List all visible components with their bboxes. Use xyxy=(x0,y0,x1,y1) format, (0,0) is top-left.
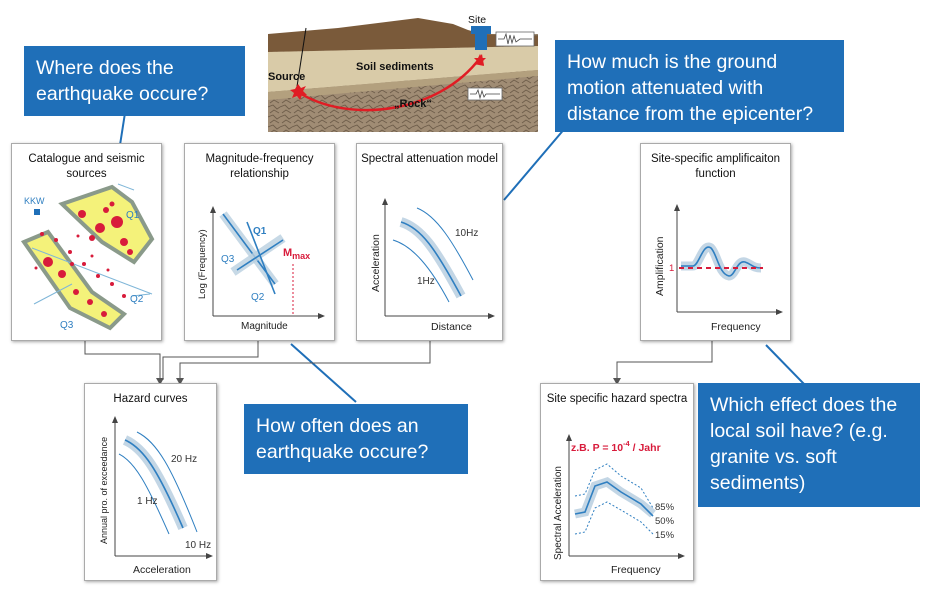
panel-catalogue xyxy=(11,143,162,341)
att-10hz-label: 10Hz xyxy=(455,228,479,239)
panel-catalogue-title: Catalogue and seismic sources xyxy=(28,153,145,180)
site-label: Site xyxy=(468,14,487,26)
hazard-chart xyxy=(85,384,218,582)
hazard-upper xyxy=(137,432,197,532)
q1-label: Q1 xyxy=(126,210,140,221)
callout-how-often: How often does an earthquake occure? xyxy=(244,404,468,474)
att-1hz-label: 1Hz xyxy=(417,276,435,287)
magfreq-chart xyxy=(185,144,336,342)
mf-q2-label: Q2 xyxy=(251,292,265,303)
spectra-chart xyxy=(541,384,695,582)
panel-sitefun-title: Site-specific amplificaiton function xyxy=(650,153,781,180)
amp-one-label: 1 xyxy=(669,263,675,274)
callout-attenuation: How much is the ground motion attenuated with distance from the epicenter? xyxy=(555,40,844,132)
mf-q1-label: Q1 xyxy=(253,226,267,237)
p15-label: 15% xyxy=(655,530,675,541)
panel-spectral-title: Spectral attenuation model xyxy=(361,153,498,165)
soil-label: Soil sediments xyxy=(356,61,434,73)
hazard-20hz-label: 20 Hz xyxy=(171,454,198,465)
hazard-ylabel: Annual pro. of exceedance xyxy=(99,436,109,544)
mf-ylabel: Log (Frequency) xyxy=(197,229,208,299)
p50-label: 50% xyxy=(655,516,675,527)
source-label: Source xyxy=(268,71,306,83)
kkw-marker xyxy=(34,209,40,215)
panel-site-amplification xyxy=(640,143,791,341)
callout-where-earthquake: Where does the earthquake occure? xyxy=(24,46,245,116)
mf-xlabel: Magnitude xyxy=(241,321,288,332)
q2-label: Q2 xyxy=(130,294,144,305)
hazard-lower xyxy=(119,454,169,534)
panel-magfreq-title: Magnitude-frequency relationship xyxy=(205,153,314,180)
amp-ylabel: Amplification xyxy=(654,236,666,296)
p85-label: 85% xyxy=(655,502,675,513)
panel-spectral-attenuation xyxy=(356,143,503,341)
att-xlabel: Distance xyxy=(431,321,472,333)
amp-xlabel: Frequency xyxy=(711,321,761,333)
mf-q3-label: Q3 xyxy=(221,254,235,265)
source-zone-q1 xyxy=(62,187,152,262)
rock-label: „Rock“ xyxy=(394,98,432,110)
mmax-label: $M_{max}$ xyxy=(283,247,311,261)
att-ylabel: Acceleration xyxy=(370,234,382,292)
curve-1hz xyxy=(393,240,449,302)
panel-hazard-curves xyxy=(84,383,217,581)
panel-hazard-spectra xyxy=(540,383,694,581)
spectra-annotation: z.B. $P = 10^{-4}$ / Jahr xyxy=(571,439,661,454)
panel-magnitude-frequency xyxy=(184,143,335,341)
kkw-label: KKW xyxy=(24,196,45,206)
hazard-1hz-label: 1 Hz xyxy=(137,496,158,507)
spectra-xlabel: Frequency xyxy=(611,564,661,576)
hazard-10hz-label: 10 Hz xyxy=(185,540,212,551)
panel-spectra-title: Site specific hazard spectra xyxy=(546,393,688,405)
q3-label: Q3 xyxy=(60,320,74,331)
catalogue-map xyxy=(12,144,163,342)
callout-local-soil: Which effect does the local soil have? (e.g. granite vs. soft sediments) xyxy=(698,383,920,507)
attenuation-chart xyxy=(357,144,504,342)
spectra-ylabel: Spectral Acceleration xyxy=(553,466,564,560)
panel-hazard-title: Hazard curves xyxy=(113,393,188,405)
hazard-xlabel: Acceleration xyxy=(133,564,191,576)
amplification-chart xyxy=(641,144,792,342)
